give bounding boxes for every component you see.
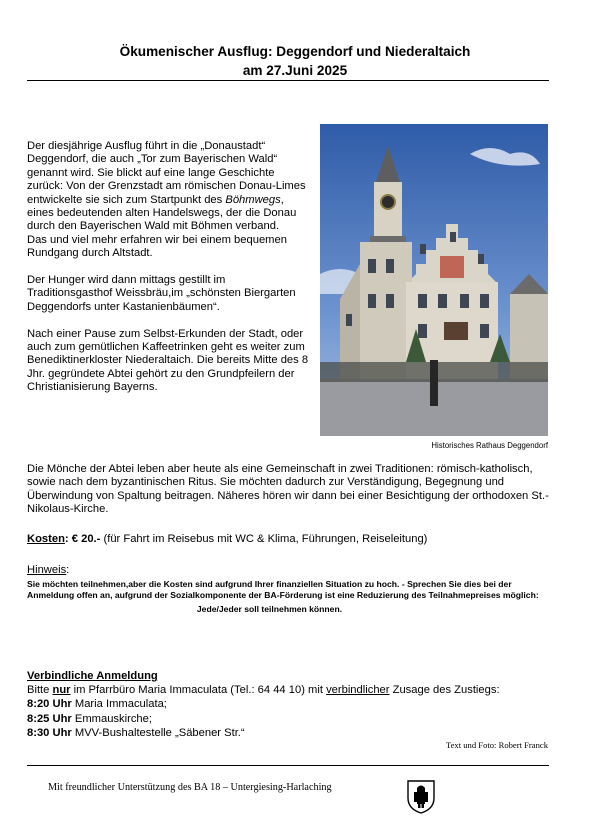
registration-instructions [27,683,552,697]
intro-text-b: , eines bedeutenden alten Handelswegs, der die Donau durch den Bayerischen Wald mit Böhmen verband. [27,193,297,233]
hint-text: Sie möchten teilnehmen,aber die Kosten sind aufgrund Ihrer finanziellen Situation zu hoch. - Sprechen Sie dies bei der Anmeldung offen an, aufgrund der Sozialkomponente der BA-Förderung ist eine Reduzierung des Teilnahmepreises möglich: [27,579,539,601]
title-divider [27,80,549,81]
intro-text-a: Der diesjährige Ausflug führt in die „Donaustadt“ Deggendorf, die auch „Tor zum Bayerischen Wald“ genannt wird. Sie blickt auf eine lange Geschichte zurück: Von der Grenzstadt am römischen Donau-Limes entwickelte sie sich zum Startpunkt des [27,140,306,206]
hint-title: Hinweis [27,564,67,576]
intro-paragraph-1 [27,140,312,261]
footer-divider [27,765,549,766]
hint-final: Jede/Jeder soll teilnehmen können. [196,603,343,614]
registration-title: Verbindliche Anmeldung [27,670,158,682]
stop-line [27,712,552,726]
costs-detail: (für Fahrt im Reisebus mit WC & Klima, Führungen, Reiseleitung) [100,533,428,545]
page-title [30,42,560,80]
intro-text-c: Das und viel mehr erfahren wir bei einem bequemen Rundgang durch Altstadt. [27,233,287,260]
costs-amount: € 20.- [71,533,101,545]
munich-coat-of-arms-icon [406,778,436,814]
monks-paragraph: Die Mönche der Abtei leben aber heute als eine Gemeinschaft in zwei Traditionen: römisch-katholisch, sowie nach dem byzantinischen Ritus. Sie möchten dadurch zur Verständigung, Begegnung und Überwindung von Spaltung beitragen. Näheres hören wir dann bei einer Besichtigung der orthodoxen St.-Nikolaus-Kirche. [27,463,549,516]
intro-italic: Böhmwegs [225,193,281,206]
town-hall-photo [320,124,548,436]
hint-section [27,560,552,614]
intro-paragraph-2: Der Hunger wird dann mittags gestillt im Traditionsgasthof Weissbräu,im „schönsten Biergarten Deggendorfs unter Kastanienbäumen“. [27,274,296,313]
reg-text-c: Zusage des Zustiegs: [389,684,500,697]
title-line-1: Ökumenischer Ausflug: Deggendorf und Niederaltaich [119,44,471,59]
stop-place: Emmauskirche; [71,712,152,725]
intro-paragraph-3: Nach einer Pause zum Selbst-Erkunden der Stadt, oder auch zum gemütlichen Kaffeetrinken geht es weiter zum Benediktinerkloster Niederaltaich. Die bereits Mitte des 8 Jhr. gegründete Abtei gehört zu den Grundpfeilern der Christianisierung Bayerns. [27,327,309,394]
footer-text: Mit freundlicher Unterstützung des BA 18 – Untergiesing-Harlaching [48,782,332,793]
intro-text [27,140,312,408]
photo-caption: Historisches Rathaus Deggendorf [431,441,548,450]
stop-time: 8:25 Uhr [27,712,72,725]
registration-section [27,669,552,740]
stop-line [27,697,552,711]
photo-credit: Text und Foto: Robert Franck [445,740,548,750]
stop-time: 8:30 Uhr [27,726,72,739]
costs-label: Kosten [27,533,65,545]
stop-line [27,726,552,740]
hint-colon: : [66,564,70,576]
stop-place: MVV-Bushaltestelle „Säbener Str.“ [71,726,245,739]
title-line-2: am 27.Juni 2025 [242,63,348,78]
costs-colon: : [64,533,72,545]
stop-time: 8:20 Uhr [27,698,72,711]
reg-verbindlicher: verbindlicher [326,684,390,697]
costs-line [27,533,552,545]
reg-text-b: im Pfarrbüro Maria Immaculata (Tel.: 64 44 10) mit [70,684,327,697]
reg-text-a: Bitte [27,684,53,697]
stop-place: Maria Immaculata; [71,698,167,711]
reg-nur: nur [52,684,71,697]
